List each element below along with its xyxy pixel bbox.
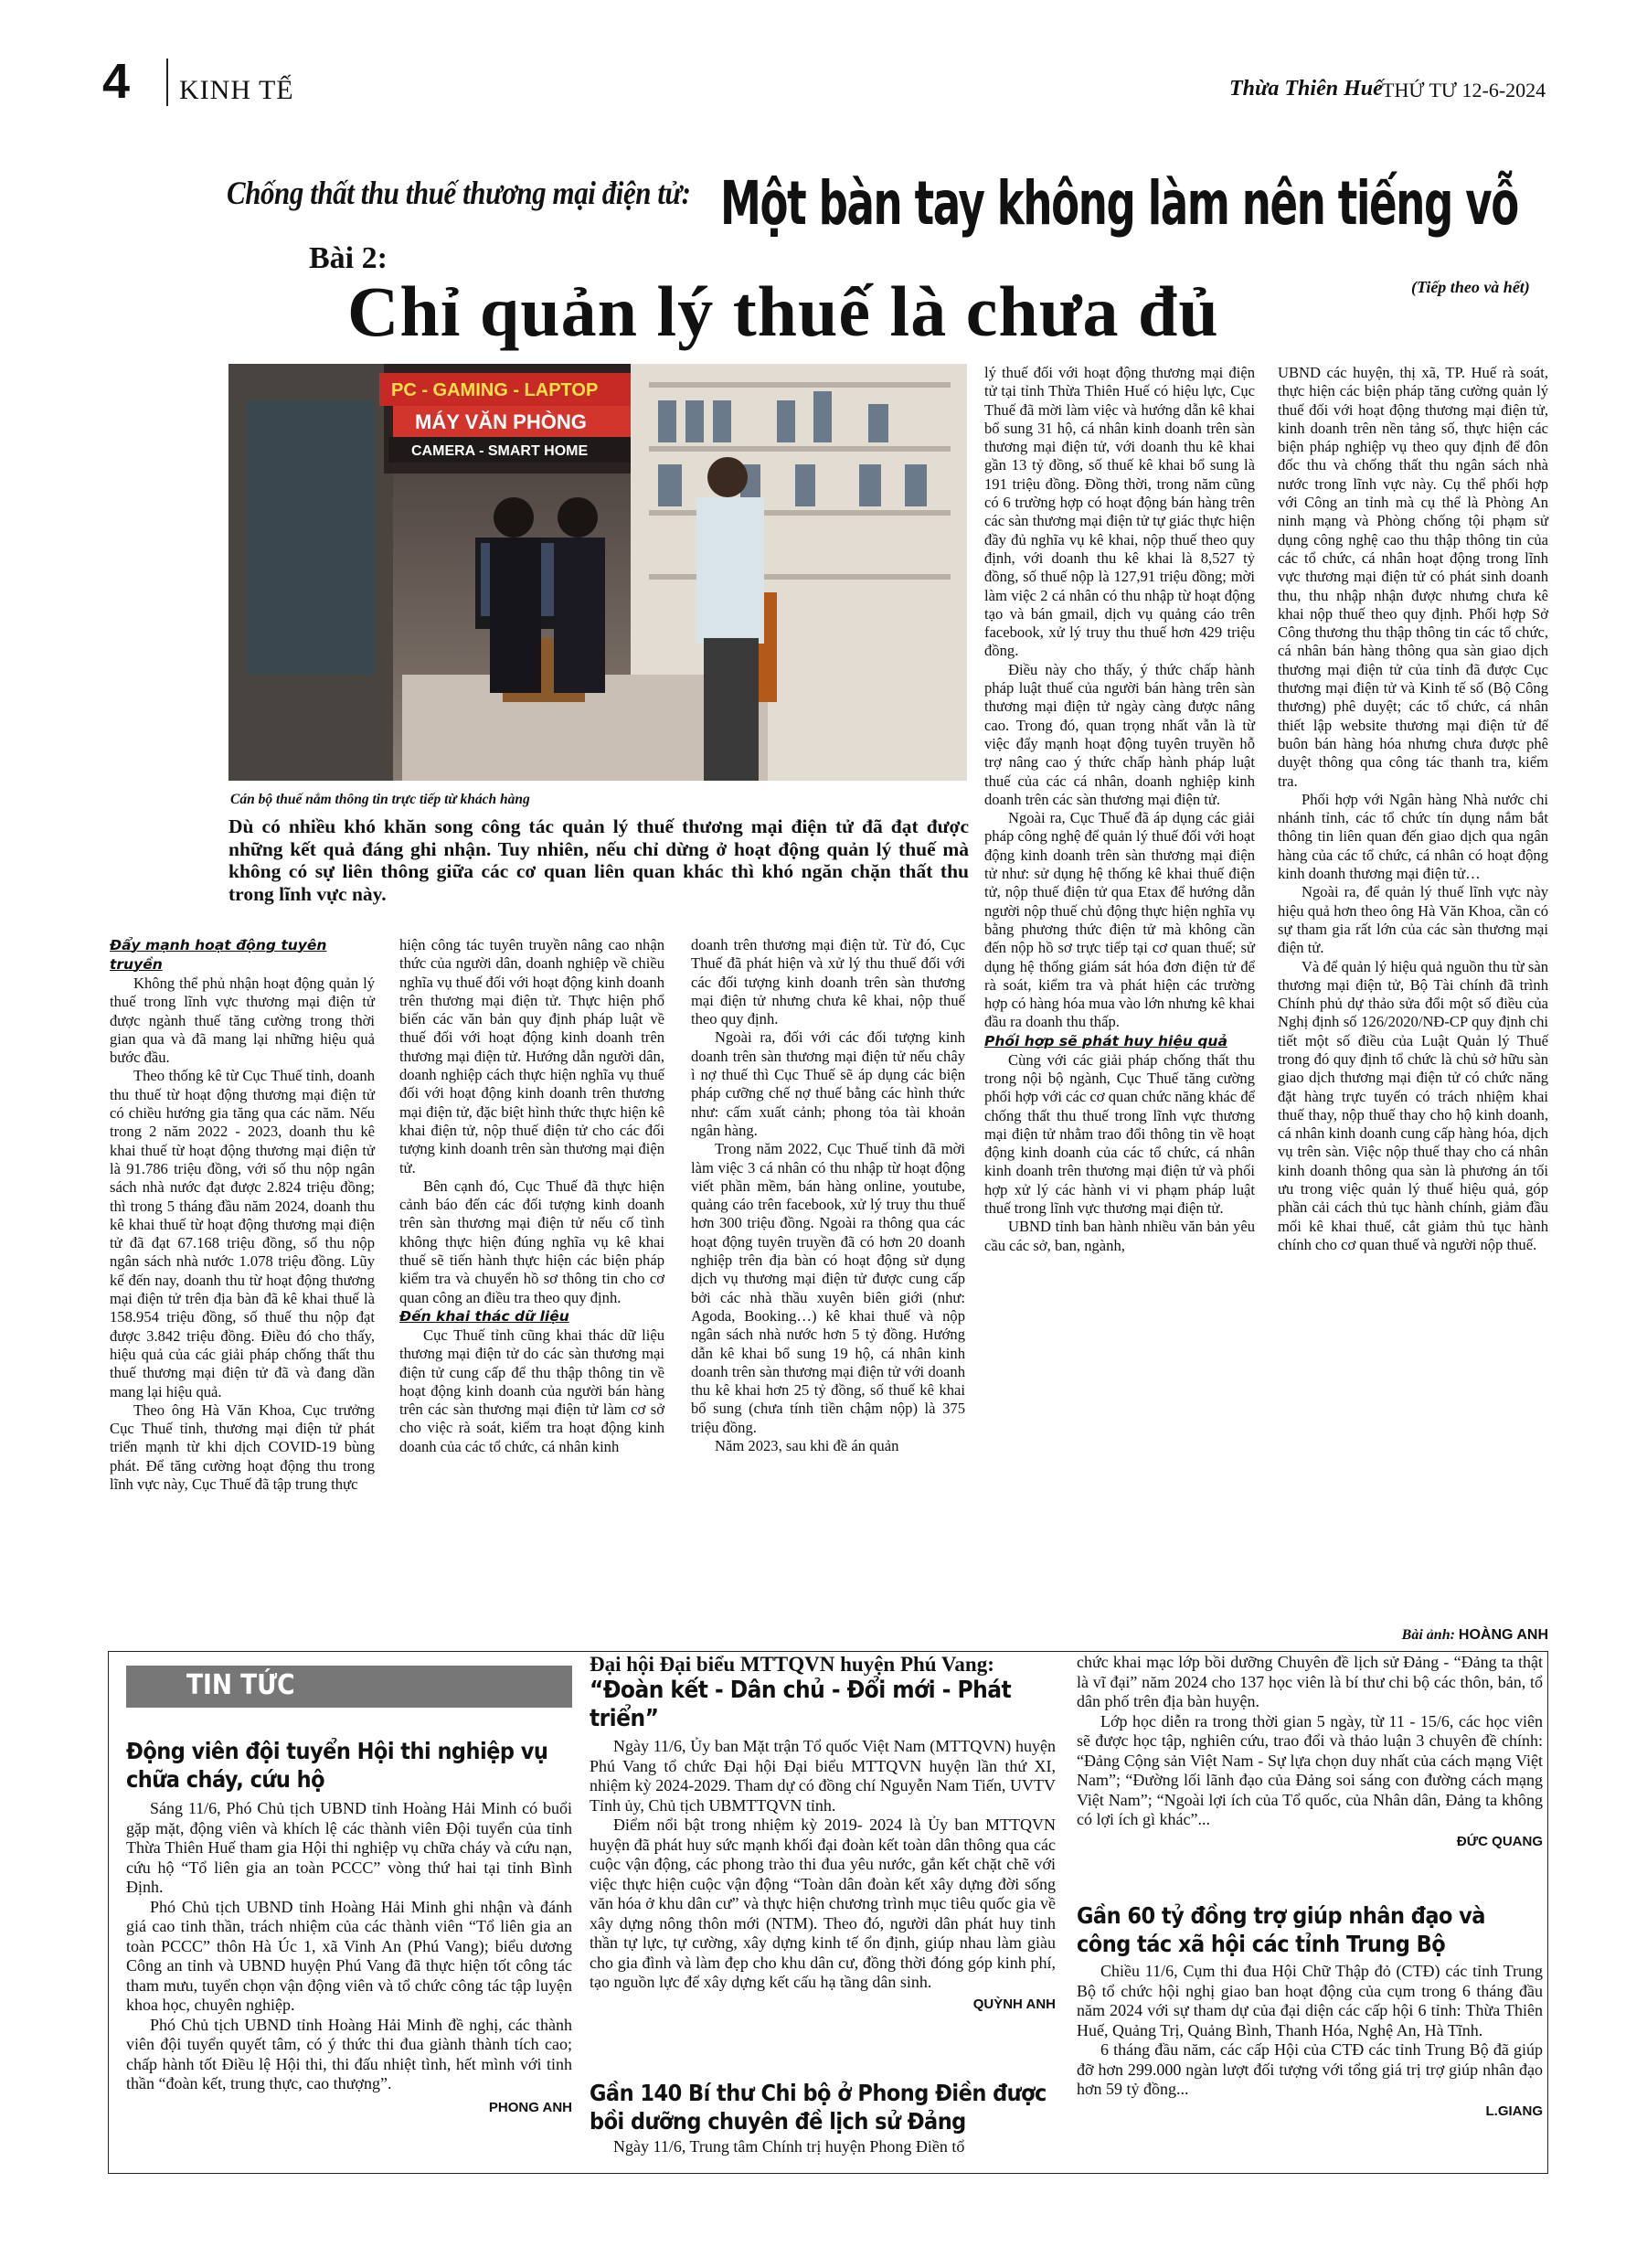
byline-author: HOÀNG ANH <box>1458 1627 1548 1643</box>
paragraph: Cục Thuế tỉnh cũng khai thác dữ liệu thương mại điện tử do các sàn thương mại điện tử cung cấp để thu thập thông tin về hoạt động kinh doanh của người bán hàng trên các sàn thương mại điện tử làm cơ sở cho việc rà soát, kiểm tra hoạt động kinh doanh của các tổ chức, cá nhân kinh <box>399 1326 664 1455</box>
paragraph: UBND các huyện, thị xã, TP. Huế rà soát, thực hiện các biện pháp tăng cường quản lý thuế đối với hoạt động thương mại điện tử, kinh doanh trên nền tảng số, thực hiện các biện pháp nghiệp vụ theo quy định để đôn đốc thu và chống thất thu ngân sách nhà nước trong lĩnh vực này. Cụ thể phối hợp với Công an tỉnh mà cụ thể là Phòng An ninh mạng và Phòng chống tội phạm sử dụng công nghệ cao thu thập thông tin của các tổ chức, cá nhân hoạt động trong lĩnh vực thương mại điện tử có phát sinh doanh thu, thu nhập nhận được nhưng chưa kê khai nộp thuế theo quy định. Phối hợp Sở Công thương thu thập thông tin các tổ chức, cá nhân bán hàng thông qua sàn giao dịch thương mại điện tử của tỉnh đã được Cục thương mại điện tử và Kinh tế số (Bộ Công thương) phê duyệt; các tổ chức, cá nhân thiết lập website thương mại điện tử để buôn bán hàng hóa nhưng chưa được phê duyệt thông qua công tác thanh tra, kiểm tra. <box>1278 364 1548 790</box>
paragraph: Ngày 11/6, Trung tâm Chính trị huyện Phong Điền tổ <box>613 2137 965 2156</box>
store-sign-1: PC - GAMING - LAPTOP <box>391 380 599 400</box>
newspaper-name: Thừa Thiên Huế <box>1229 77 1383 101</box>
news-author: ĐỨC QUANG <box>1456 1833 1543 1849</box>
news-item-4 <box>1077 1901 1543 2119</box>
article-column-1 <box>110 936 375 1494</box>
paragraph: Năm 2023, sau khi đề án quản <box>715 1437 899 1455</box>
news-kicker: Đại hội Đại biểu MTTQVN huyện Phú Vang: <box>590 1653 994 1676</box>
news-title: “Đoàn kết - Dân chủ - Đổi mới - Phát triển” <box>590 1677 1012 1732</box>
paragraph: Bên cạnh đó, Cục Thuế đã thực hiện cảnh báo đến các đối tượng kinh doanh trên sàn thương mại điện tử nếu cố tình không thực hiện đúng nghĩa vụ kê khai thuế sẽ tiến hành thực hiện các biện pháp kiểm tra và chuyển hồ sơ thông tin cho cơ quan công an điều tra theo quy định. <box>399 1177 664 1306</box>
store-sign-2: MÁY VĂN PHÒNG <box>415 410 587 433</box>
section-heading-3: Phối hợp sẽ phát huy hiệu quả <box>984 1032 1227 1049</box>
article-lead: Dù có nhiều khó khăn song công tác quản lý thuế thương mại điện tử đã đạt được những kết quả đáng ghi nhận. Tuy nhiên, nếu chỉ dừng ở hoạt động quản lý thuế mà không có sự liên thông giữa các cơ quan liên quan khác thì khó ngăn chặn thất thu trong lĩnh vực này. <box>228 815 969 905</box>
news-author: L.GIANG <box>1485 2103 1543 2119</box>
section-heading-2: Đến khai thác dữ liệu <box>399 1307 569 1325</box>
paragraph: Sáng 11/6, Phó Chủ tịch UBND tỉnh Hoàng Hải Minh có buổi gặp mặt, động viên và khích lệ các thành viên Đội tuyển của tỉnh Thừa Thiên Huế tham gia Hội thi nghiệp vụ chữa cháy và cứu nạn, cứu hộ “Tổ liên gia an toàn PCCC” vòng thứ hai tại tỉnh Bình Định. <box>126 1799 572 1896</box>
photo-caption: Cán bộ thuế nắm thông tin trực tiếp từ khách hàng <box>230 792 530 807</box>
paragraph: 6 tháng đầu năm, các cấp Hội của CTĐ các tỉnh Trung Bộ đã giúp đỡ hơn 299.000 ngàn lượt đối tượng với tổng giá trị trợ giúp nhân đạo hơn 59 tỷ đồng... <box>1077 2040 1543 2098</box>
paragraph: Phó Chủ tịch UBND tỉnh Hoàng Hải Minh ghi nhận và đánh giá cao tinh thần, trách nhiệm của các thành viên “Tổ liên gia an toàn PCCC” thôn Hà Úc 1, xã Vinh An (Phú Vang); biểu dương Công an tỉnh và UBND huyện Phú Vang đã thực hiện tốt công tác tham mưu, tuyển chọn vận động viên và tổ chức công tác tập luyện khoa học, chuyên nghiệp. <box>126 1897 572 2014</box>
news-item-3-continued <box>1077 1653 1543 1849</box>
store-sign-3: CAMERA - SMART HOME <box>411 443 589 459</box>
continued-note: (Tiếp theo và hết) <box>1411 278 1530 296</box>
paragraph: lý thuế đối với hoạt động thương mại điện tử tại tỉnh Thừa Thiên Huế có hiệu lực, Cục Thuế đã mời làm việc và hướng dẫn kê khai bổ sung 31 hộ, cá nhân kinh doanh trên sàn thương mại điện tử, với doanh thu kê khai gần 13 tỷ đồng, số thuế kê khai bổ sung là 191 triệu đồng. Đồng thời, trong năm cũng có 6 trường hợp có hoạt động bán hàng trên các sàn thương mại điện tử tự giác thực hiện đầy đủ nghĩa vụ kê khai, nộp thuế theo quy định, với doanh thu kê khai là 8,527 tỷ đồng, số thuế nộp là 127,91 triệu đồng; mời làm việc 2 cá nhân có thu nhập từ hoạt động tạo và bán gmail, dịch vụ quảng cáo trên facebook, xử lý truy thu thuế hơn 429 triệu đồng. <box>984 364 1255 660</box>
paragraph: doanh trên thương mại điện tử. Từ đó, Cục Thuế đã phát hiện và xử lý thu thuế đối với các đối tượng kinh doanh trên sàn thương mại điện tử nhưng chưa kê khai, nộp thuế theo quy định. <box>691 936 965 1028</box>
paragraph: Ngoài ra, đối với các đối tượng kinh doanh trên sàn thương mại điện tử nếu chây ì nợ thuế thì Cục Thuế sẽ áp dụng các biện pháp cưỡng chế nợ thuế bằng các hình thức như: cấm xuất cảnh; phong tỏa tài khoản ngân hàng. <box>691 1028 965 1139</box>
paragraph: Không thể phủ nhận hoạt động quản lý thuế trong lĩnh vực thương mại điện tử được ngành thuế tăng cường trong thời gian qua và đã mang lại những hiệu quả bước đầu. <box>110 974 375 1067</box>
article-part: Bài 2: <box>309 241 388 275</box>
paragraph: Theo thống kê từ Cục Thuế tỉnh, doanh thu thuế từ hoạt động thương mại điện tử có chiều hướng gia tăng qua các năm. Nếu trong 2 năm 2022 - 2023, doanh thu kê khai thuế từ hoạt động thương mại điện tử là 91.786 triệu đồng, với số thu nộp ngân sách nhà nước đạt được 2.824 triệu đồng; thì trong 5 tháng đầu năm 2024, doanh thu kê khai thuế từ hoạt động thương mại điện tử đã đạt 67.168 triệu đồng, số thu nộp ngân sách nhà nước 1.078 triệu đồng. Lũy kế đến nay, doanh thu từ hoạt động thương mại điện tử trên địa bàn đã kê khai thuế là 158.954 triệu đồng, số thuế thu nộp đạt được 3.842 triệu đồng. Điều đó cho thấy, hiệu quả của các giải pháp chống thất thu thuế thương mại điện tử đã và đang dần mang lại hiệu quả. <box>110 1067 375 1400</box>
news-item-2 <box>590 1653 1056 2012</box>
news-title: Gần 60 tỷ đồng trợ giúp nhân đạo và công tác xã hội các tỉnh Trung Bộ <box>1077 1902 1485 1957</box>
article-title: Một bàn tay không làm nên tiếng vỗ <box>720 168 1518 239</box>
paragraph: hiện công tác tuyên truyền nâng cao nhận thức của người dân, doanh nghiệp về chiều nghĩa vụ thuế đối với hoạt động kinh doanh trên thương mại điện tử. Thực hiện phổ biến các văn bản quy định pháp luật về thuế đối với hoạt động kinh doanh trên thương mại điện tử. Hướng dẫn người dân, doanh nghiệp cách thực hiện nghĩa vụ thuế đối với hoạt động kinh doanh trên thương mại điện tử, đặc biệt hình thức thực hiện kê khai điện tử, nộp thuế điện tử cho các đối tượng kinh doanh trên sàn thương mại điện tử. <box>399 936 664 1177</box>
paragraph: Điểm nổi bật trong nhiệm kỳ 2019- 2024 là Ủy ban MTTQVN huyện đã phát huy sức mạnh khối đại đoàn kết toàn dân thông qua các cuộc vận động, các phong trào thi đua yêu nước, gắn kết chặt chẽ với việc thực hiện cuộc vận động “Toàn dân đoàn kết xây dựng đời sống văn hóa ở khu dân cư” và thực hiện chương trình mục tiêu quốc gia về xây dựng nông thôn mới (NTM). Theo đó, người dân phát huy tinh thần tự lực, tự cường, xây dựng kinh tế ổn định, giúp nhau làm giàu cho gia đình và làm đẹp cho khu dân cư, đồng thời đóng góp kinh phí, tạo nguồn lực để xây dựng kết cấu hạ tầng dân sinh. <box>590 1815 1056 1991</box>
news-title: Động viên đội tuyển Hội thi nghiệp vụ chữa cháy, cứu hộ <box>126 1738 548 1793</box>
paragraph: Phó Chủ tịch UBND tỉnh Hoàng Hải Minh đề nghị, các thành viên đội tuyển quyết tâm, có ý thức thi đua giành thành tích cao; chấp hành tốt Điều lệ Hội thi, thi đấu nhiệt tình, hết mình với tinh thần “đoàn kết, trung thực, cao thượng”. <box>126 2015 572 2092</box>
paragraph: Điều này cho thấy, ý thức chấp hành pháp luật thuế của người bán hàng trên sàn thương mại điện tử ngày càng được nâng cao. Trong đó, quan trọng nhất vẫn là từ việc đẩy mạnh hoạt động tuyên truyền hỗ trợ nâng cao ý thức chấp hành pháp luật thuế của các cá nhân, doanh nghiệp kinh doanh trên các sàn thương mại điện tử. <box>984 660 1255 808</box>
article-column-2 <box>399 936 664 1456</box>
header-divider <box>166 59 168 106</box>
article-column-5 <box>1278 364 1548 1254</box>
store-scene-image <box>228 364 967 781</box>
article-column-3 <box>691 936 965 1455</box>
section-heading-1: Đẩy mạnh hoạt động tuyên truyền <box>110 937 327 973</box>
paragraph: Trong năm 2022, Cục Thuế tỉnh đã mời làm việc 3 cá nhân có thu nhập từ hoạt động viết phần mềm, bán hàng online, youtube, quảng cáo trên facebook, xử lý truy thu thuế hơn 300 triệu đồng. Ngoài ra thông qua các hoạt động tuyên truyền đã có hơn 20 doanh nghiệp trên địa bàn có hoạt động sử dụng dịch vụ thương mại điện tử được cung cấp bởi các nhà thầu xuyên biên giới (như: Agoda, Booking…) kê khai thuế và nộp ngân sách nhà nước hơn 5 tỷ đồng. Hướng dẫn kê khai bổ sung 19 hộ, cá nhân kinh doanh trên sàn thương mại điện tử với doanh thu kê khai hơn 25 tỷ đồng, số thuế kê khai bổ sung (chưa tính tiền chậm nộp) là 375 triệu đồng. <box>691 1140 965 1436</box>
news-item-3 <box>590 2079 1056 2157</box>
paragraph: UBND tỉnh ban hành nhiều văn bản yêu cầu các sở, ban, ngành, <box>984 1218 1255 1254</box>
article-kicker: Chống thất thu thuế thương mại điện tử: <box>227 175 691 211</box>
paragraph: Phối hợp với Ngân hàng Nhà nước chi nhánh tỉnh, các tổ chức tín dụng nắm bắt thông tin liên quan đến giao dịch qua ngân hàng của các tổ chức, cá nhân có hoạt động kinh doanh thương mại điện tử… <box>1278 790 1548 883</box>
byline-label: Bài ảnh: <box>1401 1627 1455 1643</box>
news-title: Gần 140 Bí thư Chi bộ ở Phong Điền được bồi dưỡng chuyên đề lịch sử Đảng <box>590 2080 1047 2135</box>
paragraph: Ngoài ra, để quản lý thuế lĩnh vực này hiệu quả hơn theo ông Hà Văn Khoa, cần có sự tham gia rất lớn của các sàn thương mại điện tử. <box>1278 883 1548 957</box>
paragraph: Lớp học diễn ra trong thời gian 5 ngày, từ 11 - 15/6, các học viên sẽ được học tập, nghiên cứu, trao đổi và thảo luận 3 chuyên đề chính: “Đảng Cộng sản Việt Nam - Sự lựa chọn duy nhất của cách mạng Việt Nam”; “Đường lối lãnh đạo của Đảng soi sáng con đường cách mạng Việt Nam”; “Ngoài lợi ích của Tổ quốc, của Nhân dân, Đảng ta không có lợi ích gì khác”... <box>1077 1711 1543 1828</box>
article-subtitle: Chỉ quản lý thuế là chưa đủ <box>347 272 1219 351</box>
paragraph: Và để quản lý hiệu quả nguồn thu từ sàn thương mại điện tử, Bộ Tài chính đã trình Chính phủ dự thảo sửa đổi một số điều của Nghị định số 126/2020/NĐ-CP quy định chi tiết một số điều của Luật Quản lý Thuế trong đó quy định tổ chức là chủ sở hữu sàn giao dịch thương mại điện tử có chức năng đặt hàng trực tuyến có trách nhiệm khai thuế thay, nộp thuế thay cho hộ kinh doanh, cá nhân kinh doanh cung cấp hàng hóa, dịch vụ trên sàn. Việc nộp thuế thay cho cá nhân kinh doanh thông qua sàn là phương án tối ưu trong việc quản lý thuế hiệu quả, góp phần cải cách thủ tục hành chính, giảm đầu mối kê khai thuế, cắt giảm thủ tục hành chính cho cơ quan thuế và người nộp thuế. <box>1278 957 1548 1253</box>
article-column-4 <box>984 364 1255 1255</box>
article-photo <box>228 364 967 781</box>
paragraph: Ngày 11/6, Ủy ban Mặt trận Tổ quốc Việt Nam (MTTQVN) huyện Phú Vang tổ chức Đại hội Đại biểu MTTQVN huyện lần thứ XI, nhiệm kỳ 2024-2029. Tham dự có đồng chí Nguyễn Nam Tiến, UVTV Tỉnh ủy, Chủ tịch UBMTTQVN tỉnh. <box>590 1737 1056 1815</box>
paragraph: Chiều 11/6, Cụm thi đua Hội Chữ Thập đỏ (CTĐ) các tỉnh Trung Bộ tổ chức hội nghị giao ban hoạt động của cụm trong 6 tháng đầu năm 2024 với sự tham dự của đại diện các cấp hội 6 tỉnh: Thừa Thiên Huế, Quảng Trị, Quảng Bình, Thanh Hóa, Nghệ An, Hà Tĩnh. <box>1077 1962 1543 2039</box>
paragraph: Theo ông Hà Văn Khoa, Cục trưởng Cục Thuế tỉnh, thương mại điện tử phát triển mạnh từ khi dịch COVID-19 bùng phát. Để tăng cường hoạt động thu trong lĩnh vực này, Cục Thuế đã tập trung thực <box>110 1400 375 1494</box>
paragraph: Ngoài ra, Cục Thuế đã áp dụng các giải pháp công nghệ để quản lý thuế đối với hoạt động kinh doanh trên sàn thương mại điện tử như: sử dụng hệ thống kê khai thuế điện tử, nộp thuế điện tử qua Etax để hướng dẫn người nộp thuế chủ động thực hiện nghĩa vụ bằng phương thức điện tử mà không cần đến nộp hồ sơ trực tiếp tại cơ quan thuế; sử dụng hệ thống giám sát hóa đơn điện tử để rà soát, kiểm tra và phát hiện các trường hợp có hàng hóa mua vào lớn nhưng kê khai đầu ra doanh thu thấp. <box>984 809 1255 1031</box>
paragraph: Cùng với các giải pháp chống thất thu trong nội bộ ngành, Cục Thuế tăng cường phối hợp với các cơ quan chức năng khác để chống thất thu thuế trong lĩnh vực thương mại điện tử nhằm trao đổi thông tin về hoạt động kinh doanh của các tổ chức, cá nhân kinh doanh trên thương mại điện tử và phối hợp xử lý các hành vi vi phạm pháp luật thuế trong lĩnh vực thương mại điện tử. <box>984 1050 1255 1218</box>
paragraph: chức khai mạc lớp bồi dưỡng Chuyên đề lịch sử Đảng - “Đảng ta thật là vĩ đại” năm 2024 cho 137 học viên là bí thư chi bộ các thôn, bản, tổ dân phố trên địa bàn huyện. <box>1077 1653 1543 1710</box>
page-number: 4 <box>102 54 131 109</box>
issue-date: THỨ TƯ 12-6-2024 <box>1382 79 1546 101</box>
news-author: PHONG ANH <box>488 2099 572 2115</box>
section-name: KINH TẾ <box>179 75 294 105</box>
news-item-1 <box>126 1737 572 2115</box>
article-byline <box>1278 1627 1548 1644</box>
news-box-title: TIN TỨC <box>186 1669 295 1701</box>
news-author: QUỲNH ANH <box>972 1996 1056 2012</box>
